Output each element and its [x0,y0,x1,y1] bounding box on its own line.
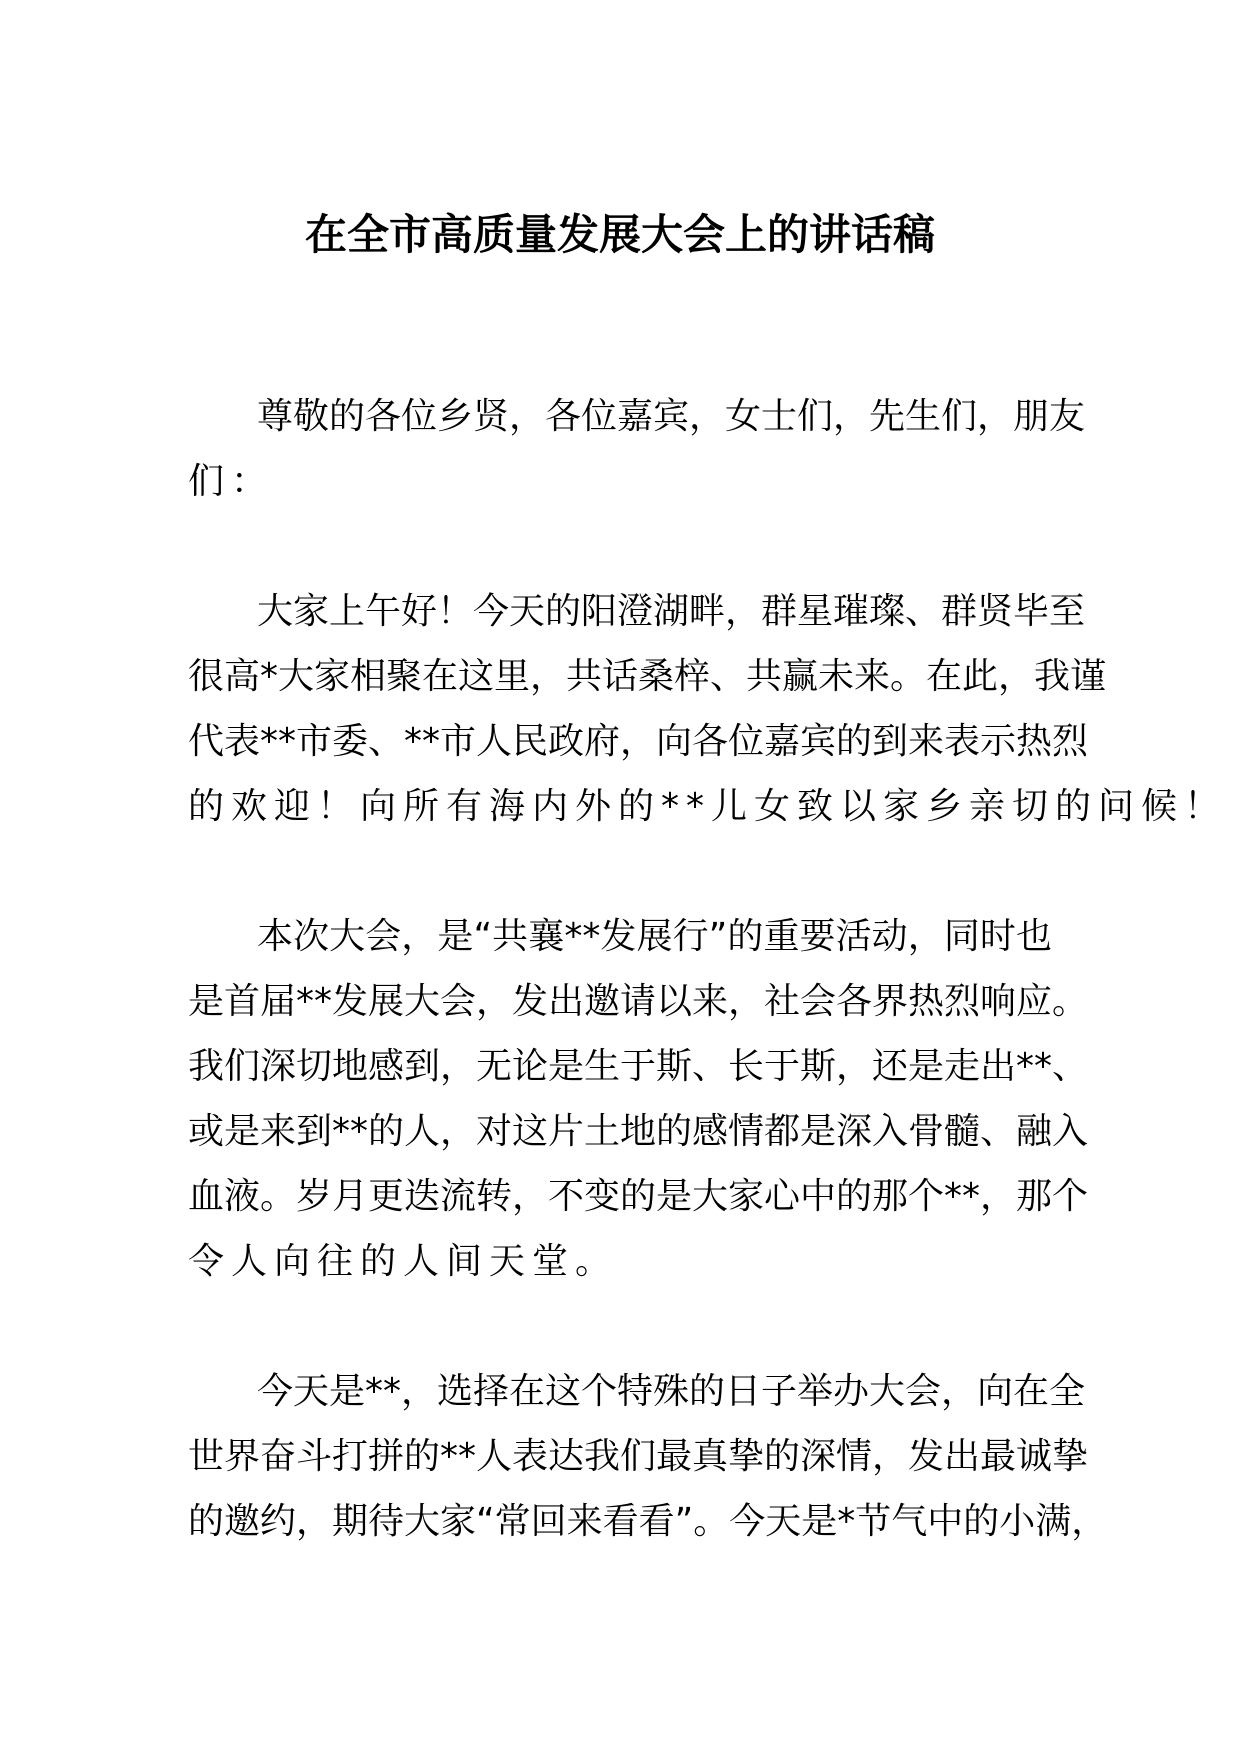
text-line: 血液。岁月更迭流转，不变的是大家心中的那个**，那个 [188,1176,1089,1217]
text-line: 的邀约，期待大家“常回来看看”。今天是*节气中的小满， [188,1501,1108,1542]
paragraph [188,579,1228,839]
paragraph [188,384,1086,514]
text-line: 令人向往的人间天堂。 [188,1241,619,1282]
paragraph [188,1359,1108,1554]
text-line: 尊敬的各位乡贤，各位嘉宾，女士们，先生们，朋友 [257,396,1086,437]
text-line: 很高*大家相聚在这里，共话桑梓、共赢未来。在此，我谨 [188,656,1107,697]
document-body [188,384,1228,1619]
text-line: 大家上午好！今天的阳澄湖畔，群星璀璨、群贤毕至 [257,591,1086,632]
text-line: 或是来到**的人，对这片土地的感情都是深入骨髓、融入 [188,1111,1089,1152]
paragraph [188,904,1089,1294]
document-title: 在全市高质量发展大会上的讲话稿 [304,210,935,259]
text-line: 我们深切地感到，无论是生于斯、长于斯，还是走出**、 [188,1046,1089,1087]
text-line: 代表**市委、**市人民政府，向各位嘉宾的到来表示热烈 [188,721,1089,762]
text-line: 的欢迎！向所有海内外的**儿女致以家乡亲切的问候！ [188,786,1228,827]
text-line: 们： [188,461,275,502]
text-line: 是首届**发展大会，发出邀请以来，社会各界热烈响应。 [188,981,1089,1022]
text-line: 今天是**，选择在这个特殊的日子举办大会，向在全 [257,1371,1086,1412]
text-line: 世界奋斗打拼的**人表达我们最真挚的深情，发出最诚挚 [188,1436,1089,1477]
text-line: 本次大会，是“共襄**发展行”的重要活动，同时也 [257,916,1052,957]
